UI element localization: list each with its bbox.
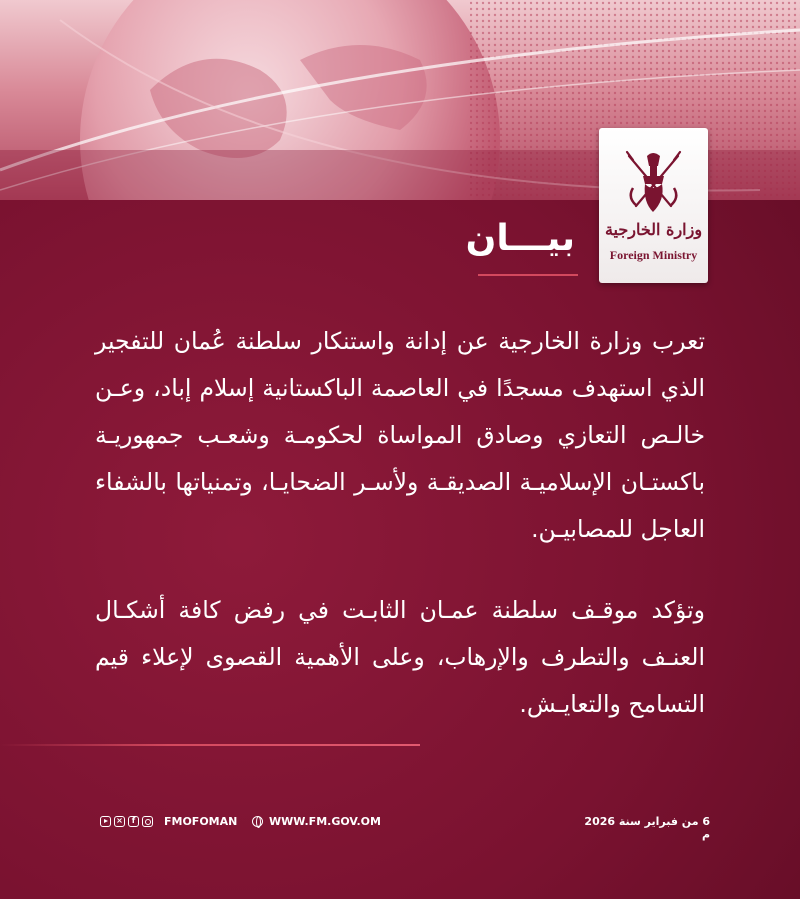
website-link[interactable] xyxy=(252,815,381,828)
heading-underline xyxy=(478,274,578,276)
khanjar-emblem-icon xyxy=(623,148,684,216)
facebook-icon[interactable]: f xyxy=(128,816,139,827)
website-url[interactable]: WWW.FM.GOV.OM xyxy=(269,815,381,828)
statement-paragraph-1: تعرب وزارة الخارجية عن إدانة واستنكار سلطنة عُمان للتفجير الذي استهدف مسجدًا في العاصمة الباكستانية إسلام إباد، وعـن خالـص التعازي وصادق المواساة لحكومـة وشعـب جمهوريـة باكستـان الإسلاميـة الصديقـة ولأسـر الضحايـا، وتمنياتها بالشفاء العاجل للمصابيـن. xyxy=(95,327,705,543)
instagram-icon[interactable] xyxy=(142,816,153,827)
social-handle[interactable]: FMOFOMAN xyxy=(164,815,238,828)
statement-paragraph-2: وتؤكد موقـف سلطنة عمـان الثابـت في رفض كافة أشكـال العنـف والتطرف والإرهاب، وعلى الأهمية القصوى لإعلاء قيم التسامح والتعايـش. xyxy=(95,596,705,718)
logo-arabic-name: وزارة الخارجية xyxy=(604,220,703,239)
social-links xyxy=(100,815,237,828)
footer-divider xyxy=(0,744,420,746)
ministry-logo xyxy=(599,128,708,283)
statement-heading: بيـــان xyxy=(465,218,575,259)
x-icon[interactable]: × xyxy=(114,816,125,827)
logo-english-name: Foreign Ministry xyxy=(609,248,698,262)
statement-date: 6 من فبراير سنة 2026 م xyxy=(584,815,710,841)
youtube-icon[interactable] xyxy=(100,816,111,827)
globe-icon xyxy=(252,816,263,827)
